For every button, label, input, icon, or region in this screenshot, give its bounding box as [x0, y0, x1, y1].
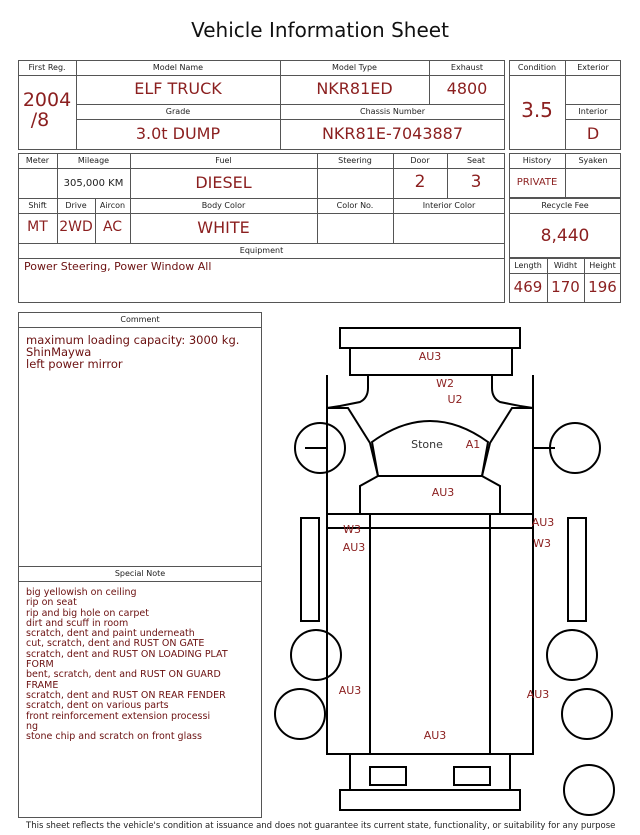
recycle-fee-value: 8,440 — [540, 226, 590, 246]
interior-value: D — [586, 124, 600, 143]
page-title: Vehicle Information Sheet — [191, 18, 449, 42]
disclaimer-footer: This sheet reflects the vehicle's condition at issuance and does not guarantee its current state, functionality, or suitability for any purpose — [26, 821, 616, 831]
recycle-fee-label: Recycle Fee — [541, 201, 589, 210]
width-label: Widht — [553, 261, 578, 270]
truck-damage-diagram — [270, 318, 635, 818]
exterior-label: Exterior — [577, 63, 609, 72]
condition-value: 3.5 — [521, 98, 553, 122]
cab-front-left-shape — [327, 408, 378, 514]
model-type-value: NKR81ED — [316, 79, 393, 98]
right-door-au-mark: AU3 — [531, 516, 555, 529]
door-label: Door — [410, 156, 430, 165]
grade-value: 3.0t DUMP — [135, 124, 221, 143]
rear-mark: AU3 — [423, 729, 447, 742]
door-value: 2 — [414, 172, 426, 192]
model-type-label: Model Type — [332, 63, 377, 72]
special-note-item: rip and big hole on carpet — [26, 607, 149, 619]
glass-a-mark: A1 — [465, 438, 481, 451]
chassis-number-label: Chassis Number — [360, 107, 425, 116]
stone-label: Stone — [411, 438, 443, 451]
rear-right-inner-wheel-shape — [547, 630, 597, 680]
front-right-wheel-shape — [550, 423, 600, 473]
hood-mark: AU3 — [431, 486, 455, 499]
right-bed-mark: AU3 — [526, 688, 550, 701]
rear-bumper-shape — [340, 790, 520, 810]
exhaust-label: Exhaust — [450, 63, 484, 72]
special-note-item: stone chip and scratch on front glass — [26, 731, 202, 743]
chassis-number-value: NKR81E-7043887 — [321, 124, 464, 143]
mileage-label: Mileage — [77, 156, 110, 165]
rear-left-outer-wheel-shape — [275, 689, 325, 739]
interior-label: Interior — [578, 107, 608, 116]
body-color-value: WHITE — [197, 218, 250, 237]
drive-label: Drive — [65, 201, 87, 210]
rear-left-inner-wheel-shape — [291, 630, 341, 680]
aircon-value: AC — [102, 219, 123, 235]
windshield-top-shape — [327, 375, 368, 408]
right-door-w-mark: W3 — [533, 537, 551, 550]
shift-label: Shift — [28, 201, 47, 210]
length-label: Length — [514, 261, 542, 270]
height-label: Height — [589, 261, 616, 270]
comment-label: Comment — [120, 315, 160, 324]
comment-text: maximum loading capacity: 3000 kg. ShinMaywa left power mirror — [26, 333, 240, 371]
special-note-item: rip on seat — [26, 597, 77, 609]
meter-label: Meter — [25, 156, 50, 165]
special-note-item: cut, scratch, dent and RUST ON GATE — [26, 638, 205, 650]
color-no-label: Color No. — [336, 201, 374, 210]
special-note-item: scratch, dent and paint underneath — [26, 628, 195, 640]
special-note-label: Special Note — [114, 569, 166, 578]
left-door-au-mark: AU3 — [342, 541, 366, 554]
body-color-label: Body Color — [201, 201, 246, 210]
syaken-label: Syaken — [578, 156, 608, 165]
rear-right-outer-wheel-shape — [562, 689, 612, 739]
length-value: 469 — [513, 278, 543, 296]
rear-light-right-shape — [454, 767, 490, 785]
rear-light-left-shape — [370, 767, 406, 785]
model-name-value: ELF TRUCK — [134, 79, 222, 98]
cab-front-right-shape — [482, 408, 533, 514]
exhaust-value: 4800 — [446, 79, 488, 98]
special-note-list — [26, 588, 258, 742]
special-note-item: dirt and scuff in room — [26, 617, 129, 629]
left-side-panel-shape — [301, 518, 319, 621]
condition-label: Condition — [517, 63, 557, 72]
front-bumper-shape — [340, 328, 520, 348]
seat-value: 3 — [470, 172, 482, 192]
shift-value: MT — [27, 219, 48, 235]
history-label: History — [522, 156, 552, 165]
equipment-value: Power Steering, Power Window All — [24, 260, 212, 273]
first-reg-label: First Reg. — [28, 63, 66, 72]
front-bumper-mark: AU3 — [418, 350, 442, 363]
windshield-top-right-shape — [492, 375, 533, 408]
interior-color-label: Interior Color — [422, 201, 476, 210]
fuel-value: DIESEL — [195, 173, 252, 192]
fuel-label: Fuel — [215, 156, 232, 165]
special-note-item: scratch, dent and RUST ON REAR FENDER — [26, 689, 226, 701]
special-note-item: front reinforcement extension processi ng — [26, 710, 211, 732]
first-reg-month: /8 — [30, 109, 50, 131]
right-side-panel-shape — [568, 518, 586, 621]
spare-wheel-shape — [564, 765, 614, 815]
height-value: 196 — [588, 278, 617, 296]
drive-value: 2WD — [59, 219, 93, 235]
special-note-item: bent, scratch, dent and RUST ON GUARD FRAME — [26, 669, 221, 691]
seat-label: Seat — [466, 156, 486, 165]
mileage-value: 305,000 KM — [63, 178, 124, 189]
width-value: 170 — [551, 278, 580, 296]
windshield-w-mark: W2 — [436, 377, 454, 390]
grade-label: Grade — [165, 107, 191, 116]
first-reg-year: 2004 — [22, 89, 72, 111]
windshield-u-mark: U2 — [447, 393, 463, 406]
equipment-label: Equipment — [239, 246, 284, 255]
left-door-w-mark: W3 — [343, 523, 361, 536]
left-bed-mark: AU3 — [338, 684, 362, 697]
history-value: PRIVATE — [516, 177, 558, 188]
model-name-label: Model Name — [152, 63, 204, 72]
special-note-item: scratch, dent on various parts — [26, 700, 169, 712]
special-note-item: big yellowish on ceiling — [26, 587, 137, 598]
aircon-label: Aircon — [99, 201, 126, 210]
steering-label: Steering — [338, 156, 372, 165]
special-note-item: scratch, dent and RUST ON LOADING PLAT FORM — [26, 648, 228, 671]
